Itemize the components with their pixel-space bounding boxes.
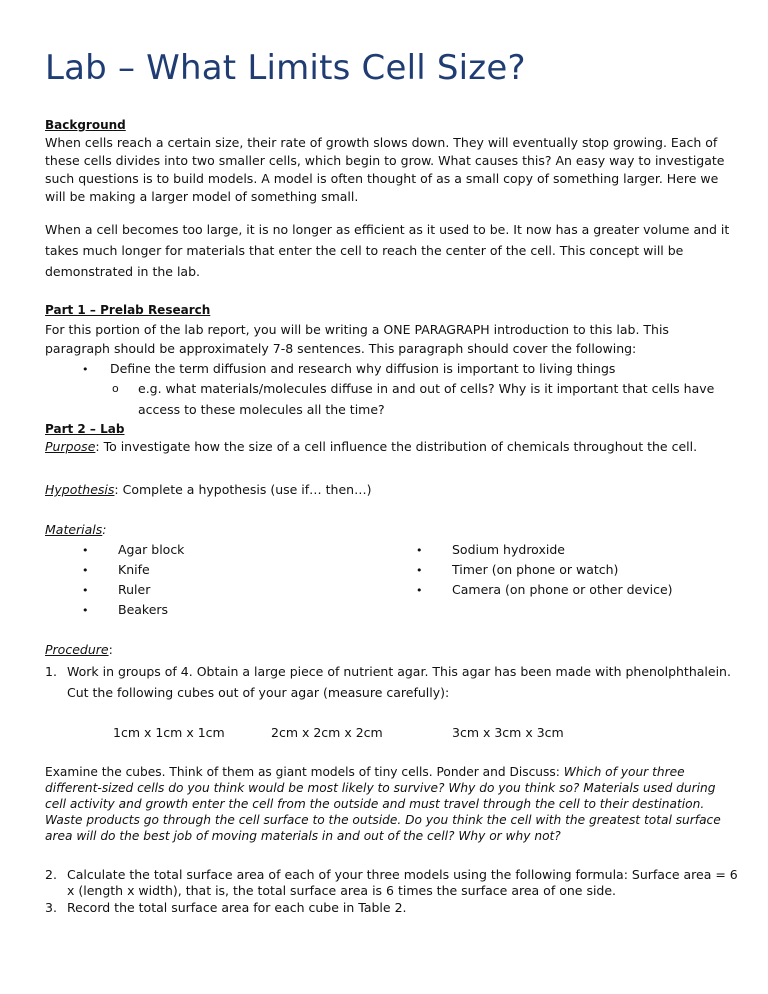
bullet-dot-icon: • (82, 363, 89, 376)
procedure-step-2 (45, 867, 745, 899)
hypothesis-line (45, 481, 735, 499)
list-item: • Timer (on phone or watch) (416, 560, 673, 580)
sub-bullet-circle-icon: o (112, 382, 119, 395)
page-title: Lab – What Limits Cell Size? (45, 48, 526, 88)
step-number: 1. (45, 664, 57, 679)
part1-bullet-text: Define the term diffusion and research why diffusion is important to living things (109, 361, 616, 376)
cube-size-2: 2cm x 2cm x 2cm (271, 725, 383, 740)
cube-size-1: 1cm x 1cm x 1cm (113, 725, 225, 740)
list-item: • Ruler (82, 580, 184, 600)
list-item: • Agar block (82, 540, 184, 560)
part1-sub-bullet-text: e.g. what materials/molecules diffuse in and out of cells? Why is it important that cells have access to these molecules all the time? (138, 381, 715, 417)
procedure-line (45, 641, 735, 659)
step-number: 2. (45, 867, 57, 882)
materials-line (45, 521, 735, 539)
procedure-step-1 (45, 661, 745, 703)
part1-intro: For this portion of the lab report, you will be writing a ONE PARAGRAPH introduction to this lab. This paragraph should be approximately 7-8 sentences. This paragraph should cover the following: (45, 322, 669, 356)
bullet-dot-icon: • (82, 544, 89, 557)
part1-bullet (82, 361, 615, 376)
background-heading: Background (45, 118, 126, 132)
list-item: • Beakers (82, 600, 184, 620)
part2-heading: Part 2 – Lab (45, 422, 125, 436)
step-text: Record the total surface area for each cube in Table 2. (67, 900, 407, 915)
background-section (45, 116, 735, 206)
bullet-dot-icon: • (82, 584, 89, 597)
purpose-text: : To investigate how the size of a cell influence the distribution of chemicals throughout the cell. (95, 439, 698, 454)
materials-left-list (82, 540, 184, 620)
hypothesis-label: Hypothesis (45, 482, 115, 497)
examine-question: Which of your three different-sized cells do you think would be most likely to survive? Why do you think so? Materials used during cell activity and growth enter the cell from the outside and must travel through the cell to their destination. Waste products go through the cell surface to the outside. Do you think the cell with the greatest total surface area will do the best job of moving materials in and out of the cell? Why or why not? (45, 765, 721, 843)
cube-size-3: 3cm x 3cm x 3cm (452, 725, 564, 740)
examine-paragraph (45, 764, 735, 844)
part1-section (45, 301, 735, 358)
step-text: Work in groups of 4. Obtain a large piece of nutrient agar. This agar has been made with phenolphthalein. Cut the following cubes out of your agar (measure carefully): (67, 664, 731, 700)
background-paragraph-2-block (45, 219, 735, 282)
part1-heading: Part 1 – Prelab Research (45, 303, 211, 317)
bullet-dot-icon: • (416, 564, 423, 577)
background-paragraph-2: When a cell becomes too large, it is no longer as efficient as it used to be. It now has a greater volume and it takes much longer for materials that enter the cell to reach the center of the cell. This concept will be demonstrated in the lab. (45, 222, 730, 279)
list-item: • Sodium hydroxide (416, 540, 673, 560)
part1-sub-bullet (112, 378, 732, 420)
procedure-label: Procedure (45, 642, 109, 657)
step-text: Calculate the total surface area of each of your three models using the following formula: Surface area = 6 x (length x width), that is, the total surface area is 6 times the surface area of one side. (67, 867, 738, 898)
bullet-dot-icon: • (82, 564, 89, 577)
list-item: • Knife (82, 560, 184, 580)
bullet-dot-icon: • (82, 604, 89, 617)
materials-label: Materials (45, 522, 103, 537)
step-number: 3. (45, 900, 57, 915)
procedure-step-3 (45, 900, 745, 916)
purpose-label: Purpose (45, 439, 96, 454)
examine-text: Examine the cubes. Think of them as giant models of tiny cells. Ponder and Discuss: (45, 765, 564, 779)
background-paragraph-1: When cells reach a certain size, their rate of growth slows down. They will eventually stop growing. Each of these cells divides into two smaller cells, which begin to grow. What causes this? An easy way to investigate such questions is to build models. A model is often thought of as a small copy of something larger. Here we will be making a larger model of something small. (45, 135, 725, 204)
bullet-dot-icon: • (416, 584, 423, 597)
materials-right-list (416, 540, 673, 600)
part2-heading-block (45, 420, 735, 456)
hypothesis-text: : Complete a hypothesis (use if… then…) (114, 482, 372, 497)
procedure-colon: : (108, 642, 113, 657)
list-item: • Camera (on phone or other device) (416, 580, 673, 600)
purpose-line (45, 438, 735, 456)
bullet-dot-icon: • (416, 544, 423, 557)
materials-colon: : (102, 522, 107, 537)
